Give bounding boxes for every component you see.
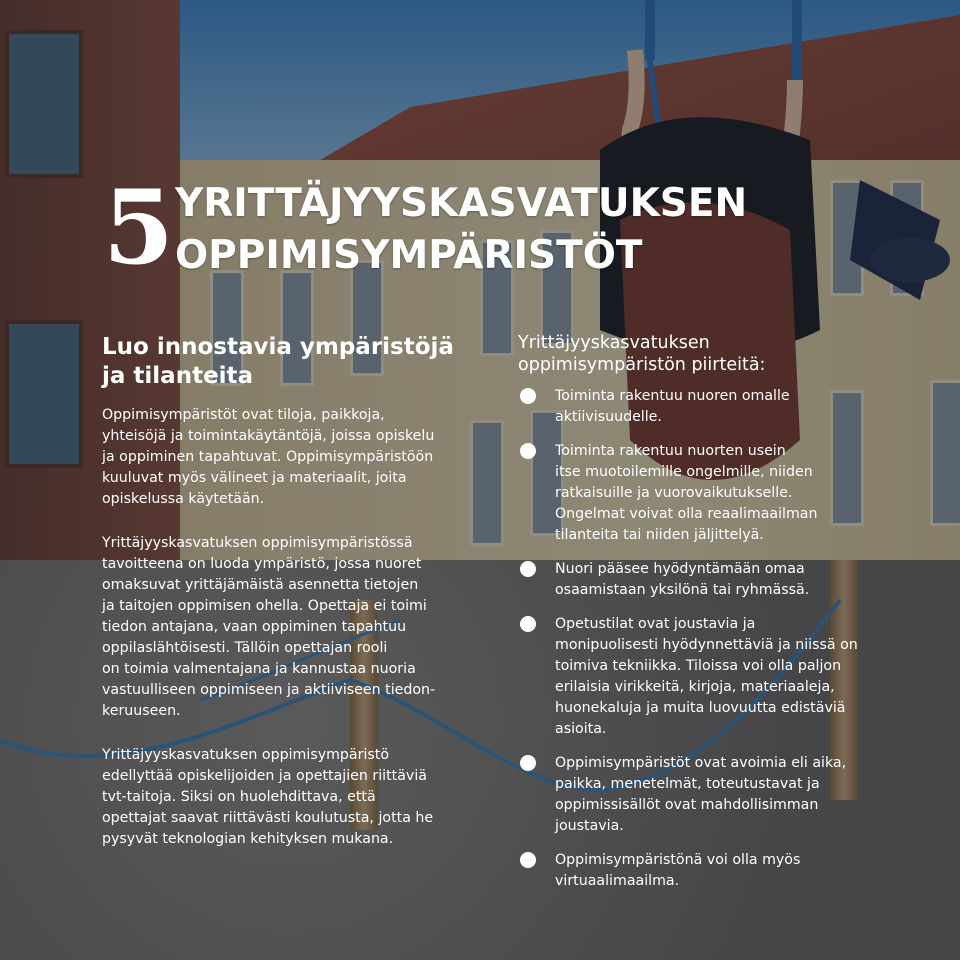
chapter-number: 5 (103, 168, 174, 288)
bullet-icon (520, 443, 536, 459)
bullet-icon (520, 616, 536, 632)
paragraph-3: Yrittäjyyskasvatuksen oppimisympäristö edellyttää opiskelijoiden ja opettajien riittäviä tvt-taitoja. Siksi on huolehdittava, että opettajat saavat riittävästi koulutusta, jotta he pysyvät teknologian kehityksen mukana. (102, 747, 434, 847)
list-item: Opetustilat ovat joustavia ja monipuolisesti hyödynnettäviä ja niissä on toimiva tekniikka. Tiloissa voi olla paljon erilaisia virikkeitä, kirjoja, materiaaleja, huonekaluja ja muita luovuutta edistäviä asioita. (518, 614, 888, 740)
features-list (518, 386, 888, 892)
bullet-icon (520, 755, 536, 771)
chapter-title-line2: OPPIMISYMPÄRISTÖT (175, 233, 643, 278)
list-item: Oppimisympäristöt ovat avoimia eli aika, paikka, menetelmät, toteutustavat ja oppimissisällöt ovat mahdollisimman joustavia. (518, 753, 888, 837)
bullet-icon (520, 388, 536, 404)
right-column (518, 332, 888, 905)
section-subheading: Luo innostavia ympäristöjä ja tilanteita (102, 334, 454, 389)
chapter-title-line1: YRITTÄJYYSKASVATUKSEN (175, 181, 748, 226)
bullet-icon (520, 852, 536, 868)
paragraph-1: Oppimisympäristöt ovat tiloja, paikkoja, yhteisöjä ja toimintakäytäntöjä, joissa opiskelu ja oppiminen tapahtuvat. Oppimisympäristöön kuuluvat myös välineet ja materiaalit, joita opiskelussa käytetään. (102, 407, 435, 507)
list-item: Toiminta rakentuu nuoren omalle aktiivisuudelle. (518, 386, 888, 428)
list-item: Nuori pääsee hyödyntämään omaa osaamistaan yksilönä tai ryhmässä. (518, 559, 888, 601)
list-item: Toiminta rakentuu nuorten usein itse muotoilemille ongelmille, niiden ratkaisuille ja vuorovaikutukselle. Ongelmat voivat olla reaalimaailman tilanteita tai niiden jäljittelyä. (518, 441, 888, 546)
left-column (102, 333, 474, 873)
features-heading: Yrittäjyyskasvatuksen oppimisympäristön piirteitä: (518, 333, 766, 375)
bullet-icon (520, 561, 536, 577)
paragraph-2: Yrittäjyyskasvatuksen oppimisympäristössä tavoitteena on luoda ympäristö, jossa nuoret omaksuvat yrittäjämäistä asennetta tietojen ja taitojen oppimisen ohella. Opettaja ei toimi tiedon antajana, vaan oppiminen tapahtuu oppilaslähtöisesti. Tällöin opettajan rooli on toimia valmentajana ja kannustaa nuoria vastuulliseen oppimiseen ja aktiiviseen tiedon- keruuseen. (102, 535, 436, 719)
list-item: Oppimisympäristönä voi olla myös virtuaalimaailma. (518, 850, 888, 892)
